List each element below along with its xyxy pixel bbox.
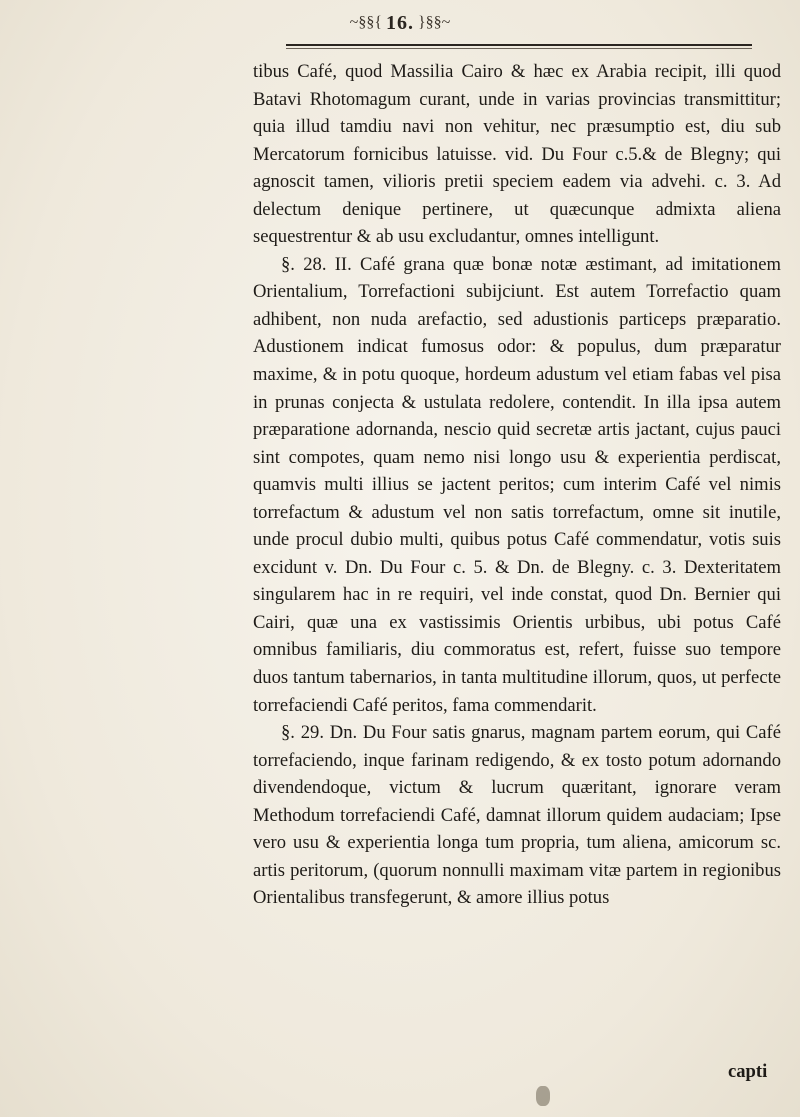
header-rule-thin: [286, 48, 752, 49]
header-rule: [286, 44, 752, 46]
ink-stain: [536, 1086, 550, 1106]
page-header: [0, 10, 800, 44]
paragraph-continuation: tibus Café, quod Massilia Cairo & hæc ex Arabia recipit, illi quod Batavi Rhotomagum curant, unde in varias provincias transmittitur; quia illud tamdiu navi non vehitur, nec præsumptio est, diu sub Mercatorum fornicibus latuisse. vid. Du Four c.5.& de Blegny; qui agnoscit tamen, vilioris pretii speciem eadem via advehi. c. 3. Ad delectum denique pertinere, ut quæcunque admixta aliena sequestrentur & ab usu excludantur, omnes intelligunt.: [253, 61, 781, 248]
main-text: [253, 58, 781, 912]
catchword: capti: [728, 1061, 768, 1082]
paragraph-section-28: §. 28. II. Café grana quæ bonæ notæ æstimant, ad imitationem Orientalium, Torrefactioni subijciunt. Est autem Torrefactio quam adhibent, non nuda arefactio, sed adustionis particeps præparatio. Adustionem indicat fumosus odor: & populus, dum præparatur maxime, & in potu quoque, hordeum adustum vel etiam fabas vel pisa in prunas conjecta & ustulata redolere, contendit. In illa ipsa autem præparatione adornanda, nescio quid secretæ artis jactant, cujus pauci sint compotes, quam nemo nisi longo usu & experientia perdiscat, quamvis multi illius se jactent peritos; cum interim Café vel nimis torrefactum & adustum vel non satis torrefactum, omne sit inutile, unde procul dubio multi, quibus potus Café commendatur, votis suis excidunt v. Dn. Du Four c. 5. & Dn. de Blegny. c. 3. Dexteritatem singularem hac in re requiri, vel inde constat, quod Dn. Bernier qui Cairi, quæ una ex vastissimis Orientis urbibus, ubi potus Café omnibus familiaris, diu commoratus est, refert, fuisse suo tempore duos tantum tabernarios, in tanta multitudine illorum, quos, ut perfecte torrefaciendi Café peritos, fama commendarit.: [253, 253, 781, 716]
header-ornament-left: ~§§{: [349, 14, 382, 31]
header-ornament-right: }§§~: [418, 14, 451, 31]
paragraph-section-29: §. 29. Dn. Du Four satis gnarus, magnam partem eorum, qui Café torrefaciendo, inque farinam redigendo, & ex tosto potum adornando divendendoque, victum & lucrum quæritant, ignorare veram Methodum torrefaciendi Café, damnat illorum quidem audaciam; Ipse vero usu & experientia longa tum propria, tum aliena, amicorum sc. artis peritorum, (quorum nonnulli maximam vitæ partem in regionibus Orientalibus transfegerunt, & amore illius potus: [253, 722, 781, 909]
page-number: 16.: [386, 12, 414, 34]
